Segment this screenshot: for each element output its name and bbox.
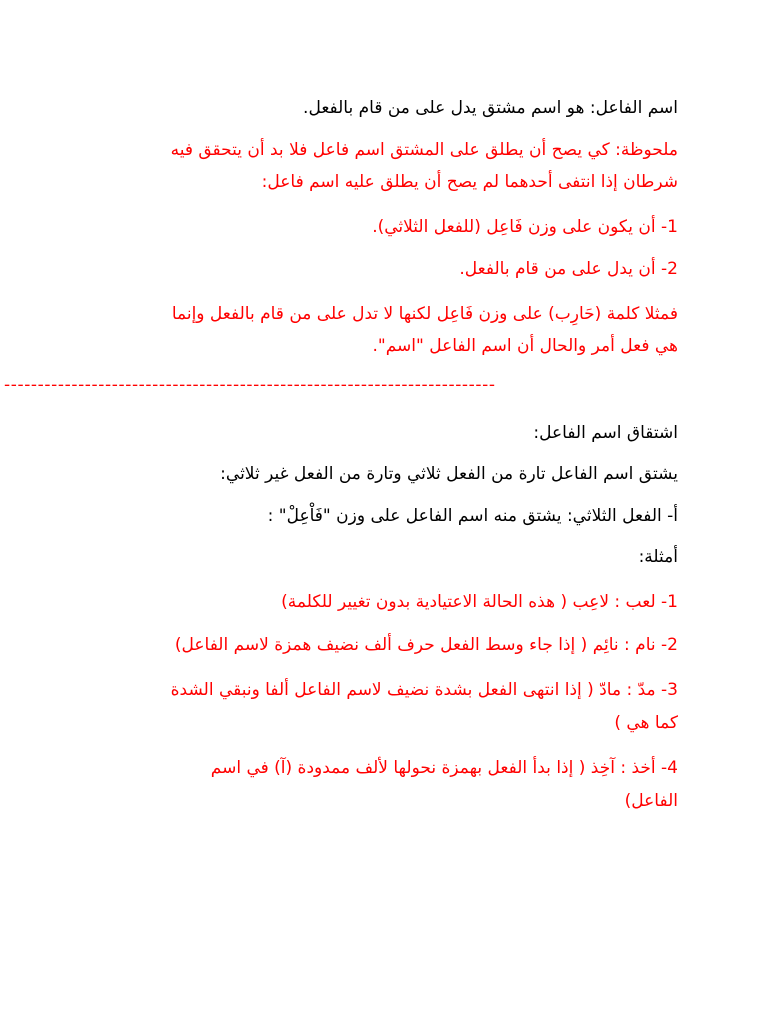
note-line-1: ملحوظة: كي يصح أن يطلق على المشتق اسم فاعل فلا بد أن يتحقق فيه [170, 140, 678, 160]
example-item-3-line-1: 3- مدّ : مادّ ( إذا انتهى الفعل بشدة نضيف لاسم الفاعل ألفا ونبقي الشدة [170, 680, 678, 700]
derivation-intro: يشتق اسم الفاعل تارة من الفعل ثلاثي وتارة من الفعل غير ثلاثي: [220, 464, 678, 484]
example-item-4-line-1: 4- أخذ : آخِذ ( إذا بدأ الفعل بهمزة نحولها لألف ممدودة (آ) في اسم [210, 758, 678, 778]
example-item-4-line-2: الفاعل) [624, 791, 678, 811]
part-a-trilateral: أ- الفعل الثلاثي: يشتق منه اسم الفاعل على وزن "فَاْعِلْ" : [267, 506, 678, 526]
example-item-1: 1- لعب : لاعِب ( هذه الحالة الاعتيادية بدون تغيير للكلمة) [281, 592, 678, 612]
example-line-1: فمثلا كلمة (حَارِب) على وزن فَاعِل لكنها لا تدل على من قام بالفعل وإنما [171, 304, 678, 324]
examples-label: أمثلة: [638, 547, 678, 567]
example-line-2: هي فعل أمر والحال أن اسم الفاعل "اسم". [372, 336, 678, 356]
definition-text: اسم الفاعل: هو اسم مشتق يدل على من قام بالفعل. [303, 98, 678, 118]
derivation-heading: اشتقاق اسم الفاعل: [533, 423, 678, 443]
note-line-2: شرطان إذا انتفى أحدهما لم يصح أن يطلق عليه اسم فاعل: [261, 172, 678, 192]
condition-2: 2- أن يدل على من قام بالفعل. [459, 259, 678, 279]
condition-1: 1- أن يكون على وزن فَاعِل (للفعل الثلاثي). [372, 217, 678, 237]
section-separator: ------------------------------------------------------------------------- [4, 375, 496, 395]
example-item-2: 2- نام : نائِم ( إذا جاء وسط الفعل حرف ألف نضيف همزة لاسم الفاعل) [174, 635, 678, 655]
document-page [90, 0, 678, 1024]
example-item-3-line-2: كما هي ) [614, 713, 678, 733]
